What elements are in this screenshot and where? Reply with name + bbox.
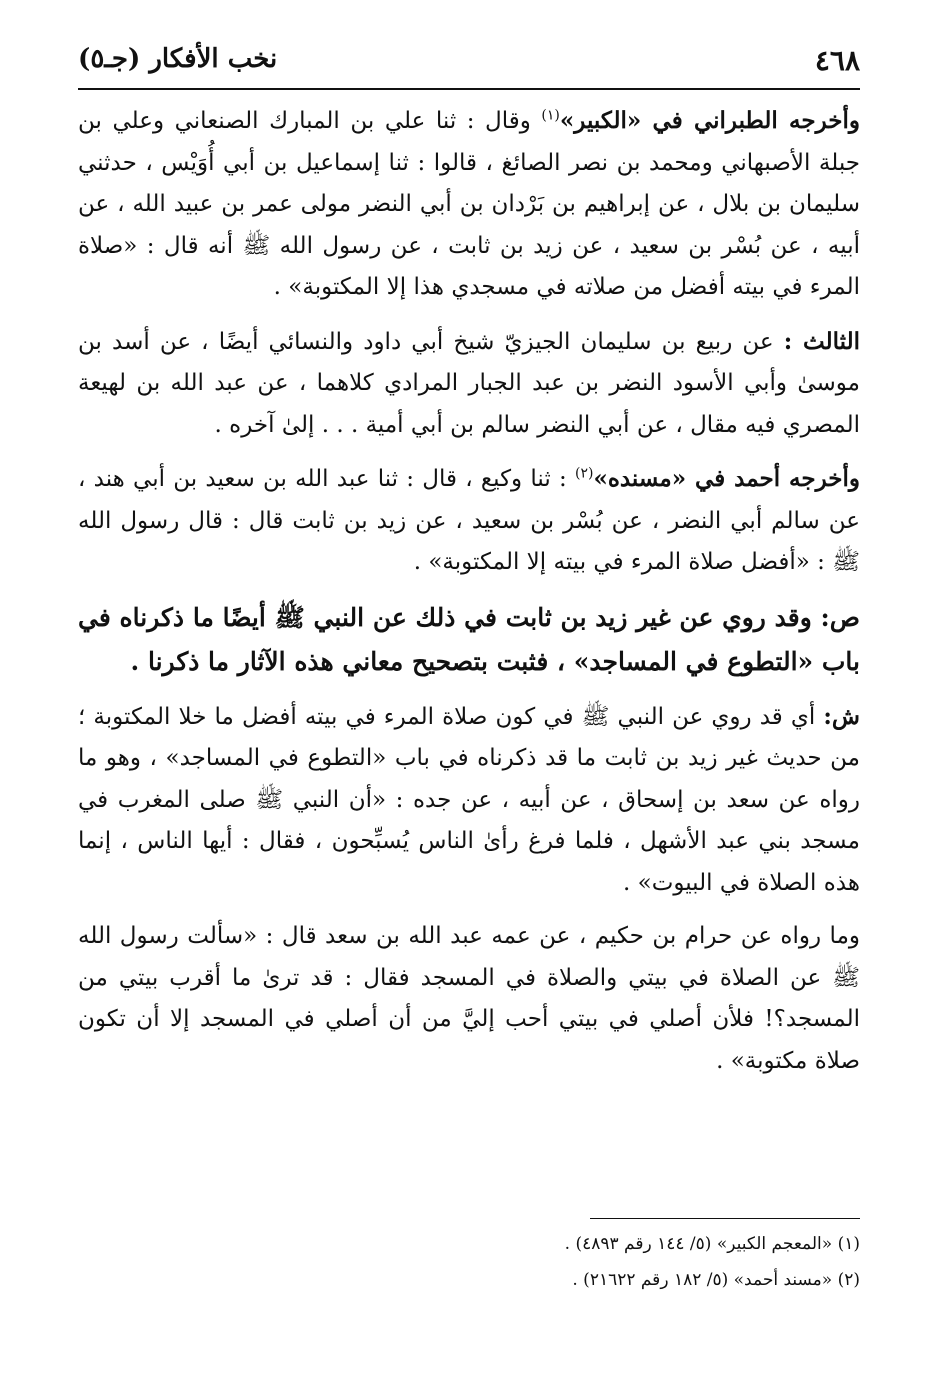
paragraph-text: وقد روي عن غير زيد بن ثابت في ذلك عن النبي ﷺ أيضًا ما ذكرناه في باب «التطوع في المساجد» ، فثبت بتصحيح معاني هذه الآثار ما ذكرنا . [78,602,860,676]
paragraph-text: أي قد روي عن النبي ﷺ في كون صلاة المرء في بيته أفضل ما خلا المكتوبة ؛ من حديث غير زيد بن ثابت ما قد ذكرناه في باب «التطوع في المساجد» ، وهو ما رواه عن سعد بن إسحاق ، عن أبيه ، عن جده : «أن النبي ﷺ صلى المغرب في مسجد بني عبد الأشهل ، فلما فرغ رأىٰ الناس يُسبِّحون ، فقال : أيها الناس ، إنما هذه الصلاة في البيوت» . [78,703,861,896]
paragraph-text: : ثنا وكيع ، قال : ثنا عبد الله بن سعيد بن أبي هند ، عن سالم أبي النضر ، عن بُسْر بن سعيد ، عن زيد بن ثابت قال : قال رسول الله ﷺ : «أفضل صلاة المرء في بيته إلا المكتوبة» . [78,466,860,575]
paragraph-ahmad [78,458,860,584]
main-text [78,100,860,1094]
paragraph-third-chain [78,321,860,447]
paragraph-lead: وأخرجه أحمد في «مسنده» [593,465,860,492]
paragraph-sharh [78,696,860,905]
paragraph-tabarani [78,100,860,309]
paragraph-text: وقال : ثنا علي بن المبارك الصنعاني وعلي بن جبلة الأصبهاني ومحمد بن نصر الصائغ ، قالوا : ثنا إسماعيل بن أبي أُوَيْس ، حدثني سليمان بن بلال ، عن إبراهيم بن بَرْدان بن أبي النضر مولى عمر بن عبيد الله ، عن أبيه ، عن بُسْر بن سعيد ، عن زيد بن ثابت ، عن رسول الله ﷺ أنه قال : «صلاة المرء في بيته أفضل من صلاته في مسجدي هذا إلا المكتوبة» . [78,108,860,300]
footnote-1: (١) «المعجم الكبير» (٥/ ١٤٤ رقم ٤٨٩٣) . [564,1234,860,1254]
footnote-ref-1: (١) [541,107,560,124]
paragraph-haram [78,916,860,1082]
paragraph-matn [78,596,860,684]
page-number: ٤٦٨ [814,44,860,77]
paragraph-text: وما رواه عن حرام بن حكيم ، عن عمه عبد الله بن سعد قال : «سألت رسول الله ﷺ عن الصلاة في بيتي والصلاة في المسجد فقال : قد ترىٰ ما أقرب بيتي من المسجد؟! فلأن أصلي في بيتي أحب إليَّ من أن أصلي في المسجد إلا أن تكون صلاة مكتوبة» . [78,923,860,1074]
footnotes [78,1226,860,1298]
book-title: نخب الأفكار (جـ٥) [78,44,278,74]
page-header [78,38,860,90]
footnote-2: (٢) «مسند أحمد» (٥/ ١٨٢ رقم ٢١٦٢٢) . [572,1270,860,1290]
footnote-ref-2: (٢) [574,465,594,482]
paragraph-lead: ش: [823,702,860,730]
paragraph-text: عن ربيع بن سليمان الجيزيّ شيخ أبي داود والنسائي أيضًا ، عن أسد بن موسىٰ وأبي الأسود النضر بن عبد الجبار المرادي كلاهما ، عن عبد الله بن لهيعة المصري فيه مقال ، عن أبي النضر سالم بن أبي أمية . . . إلىٰ آخره . [78,328,860,438]
footnote-divider [590,1218,860,1219]
paragraph-lead: الثالث : [783,327,860,355]
paragraph-lead: ص: [820,602,860,632]
paragraph-lead: وأخرجه الطبراني في «الكبير» [559,107,861,134]
